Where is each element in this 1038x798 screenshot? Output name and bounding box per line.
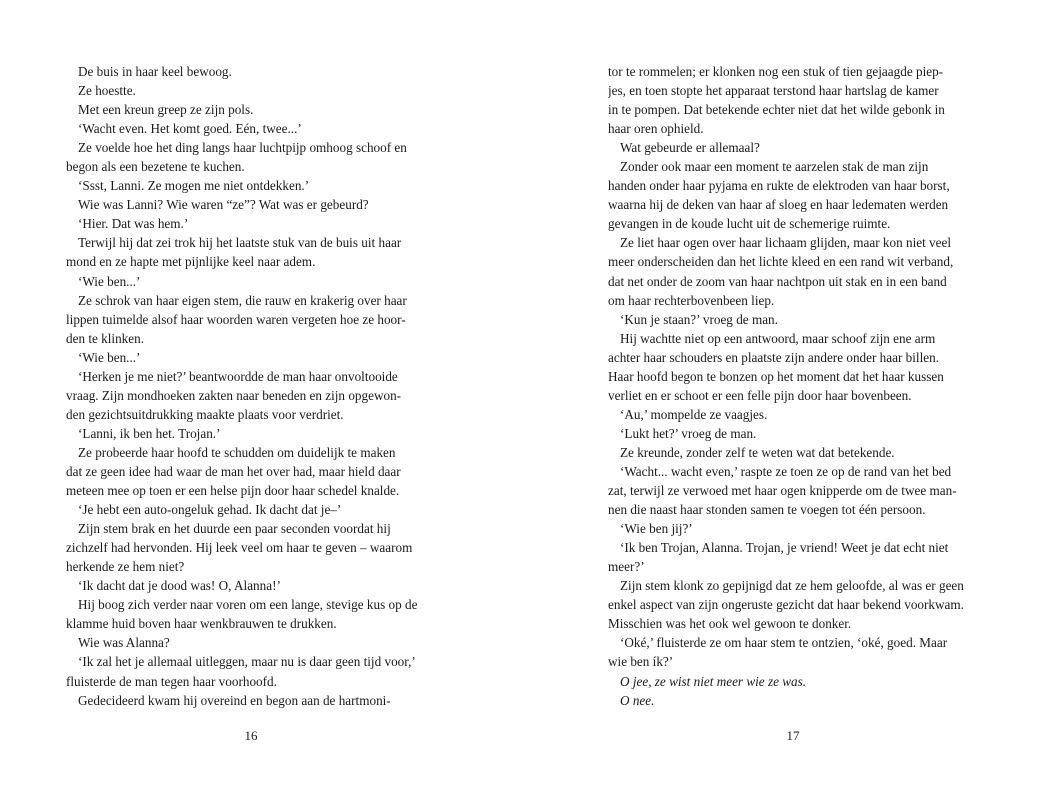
text-line: Hij wachtte niet op een antwoord, maar schoof zijn ene arm xyxy=(620,330,936,346)
text-line: ‘Ik dacht dat je dood was! O, Alanna!’ xyxy=(78,578,281,594)
text-line: enkel aspect van zijn ongeruste gezicht dat haar bekend voorkwam. xyxy=(608,597,964,613)
text-line: ‘Hier. Dat was hem.’ xyxy=(78,216,189,232)
text-line: ‘Je hebt een auto-ongeluk gehad. Ik dacht dat je–’ xyxy=(78,502,342,518)
text-line: zat, terwijl ze verwoed met haar ogen knipperde om de twee man- xyxy=(608,483,957,499)
text-line: ‘Ik zal het je allemaal uitleggen, maar nu is daar geen tijd voor,’ xyxy=(78,654,416,670)
text-line: verliet en er schoot er een felle pijn door haar bovenbeen. xyxy=(608,387,912,403)
text-line: den gezichtsuitdrukking maakte plaats voor verdriet. xyxy=(66,406,344,422)
right-page-text xyxy=(608,62,978,710)
text-line: meer onderscheiden dan het lichte kleed en een rand wit verband, xyxy=(608,254,954,270)
text-line: Ze voelde hoe het ding langs haar luchtpijp omhoog schoof en xyxy=(78,140,407,156)
text-line: Ze hoestte. xyxy=(78,83,136,99)
text-line: nen die naast haar stonden samen te voegen tot één persoon. xyxy=(608,502,926,518)
text-line: Haar hoofd begon te bonzen op het moment dat het haar kussen xyxy=(608,368,944,384)
text-line: ‘Lanni, ik ben het. Trojan.’ xyxy=(78,425,221,441)
text-line: gevangen in de koude lucht uit de schemerige ruimte. xyxy=(608,216,891,232)
text-line: Zijn stem brak en het duurde een paar seconden voordat hij xyxy=(78,521,391,537)
text-line: Wie was Lanni? Wie waren “ze”? Wat was er gebeurd? xyxy=(78,197,369,213)
text-line: ‘Kun je staan?’ vroeg de man. xyxy=(620,311,778,327)
text-line: waarna hij de deken van haar af sloeg en haar ledematen werden xyxy=(608,197,949,213)
text-line: Ze liet haar ogen over haar lichaam glijden, maar kon niet veel xyxy=(620,235,952,251)
text-line: dat net onder de zoom van haar nachtpon uit stak en in een band xyxy=(608,273,947,289)
text-line: haar oren ophield. xyxy=(608,121,704,137)
text-line: klamme huid boven haar wenkbrauwen te drukken. xyxy=(66,616,337,632)
right-page-number: 17 xyxy=(786,728,800,743)
text-line: ‘Wie ben...’ xyxy=(78,273,141,289)
text-line: ‘Oké,’ fluisterde ze om haar stem te ontzien, ‘oké, goed. Maar xyxy=(620,635,948,651)
text-line: Ze kreunde, zonder zelf te weten wat dat betekende. xyxy=(620,444,895,460)
text-line: Ze probeerde haar hoofd te schudden om duidelijk te maken xyxy=(78,444,396,460)
text-line: ‘Lukt het?’ vroeg de man. xyxy=(620,425,757,441)
left-page-number: 16 xyxy=(244,728,258,743)
text-line: Met een kreun greep ze zijn pols. xyxy=(78,102,254,118)
text-line: tor te rommelen; er klonken nog een stuk of tien gejaagde piep- xyxy=(608,64,944,79)
text-line: meteen mee op toen er een helse pijn door haar schedel knalde. xyxy=(66,483,400,499)
text-line: wie ben ík?’ xyxy=(608,654,674,670)
text-line: achter haar schouders en plaatste zijn andere onder haar billen. xyxy=(608,349,939,365)
text-line: Misschien was het ook wel gewoon te donker. xyxy=(608,616,852,632)
text-line: ‘Ik ben Trojan, Alanna. Trojan, je vriend! Weet je dat echt niet xyxy=(620,540,949,556)
text-line: handen onder haar pyjama en rukte de elektroden van haar borst, xyxy=(608,178,950,194)
text-line: Hij boog zich verder naar voren om een lange, stevige kus op de xyxy=(78,597,418,613)
text-line: Zijn stem klonk zo gepijnigd dat ze hem geloofde, al was er geen xyxy=(620,578,964,594)
text-line: Gedecideerd kwam hij overeind en begon aan de hartmoni- xyxy=(78,692,391,708)
text-line: ‘Wacht... wacht even,’ raspte ze toen ze op de rand van het bed xyxy=(620,463,952,479)
text-line: vraag. Zijn mondhoeken zakten naar beneden en zijn opgewon- xyxy=(66,387,402,403)
text-line: begon als een bezetene te kuchen. xyxy=(66,159,245,175)
text-line: dat ze geen idee had waar de man het over had, maar hield daar xyxy=(66,463,401,479)
text-line: lippen tuimelde alsof haar woorden waren vergeten hoe ze hoor- xyxy=(66,311,406,327)
text-line: zichzelf had hervonden. Hij leek veel om haar te geven – waarom xyxy=(66,540,413,556)
text-line: fluisterde de man tegen haar voorhoofd. xyxy=(66,673,277,689)
text-line: De buis in haar keel bewoog. xyxy=(78,64,232,79)
text-line: Terwijl hij dat zei trok hij het laatste stuk van de buis uit haar xyxy=(78,235,402,251)
text-line: Zonder ook maar een moment te aarzelen stak de man zijn xyxy=(620,159,929,175)
text-line: den te klinken. xyxy=(66,330,145,346)
text-line: ‘Wacht even. Het komt goed. Eén, twee...’ xyxy=(78,121,302,137)
text-line: meer?’ xyxy=(608,559,645,575)
text-line: herkende ze hem niet? xyxy=(66,559,185,575)
text-line: ‘Wie ben jij?’ xyxy=(620,521,693,537)
text-line: O nee. xyxy=(620,692,655,708)
text-line: Wat gebeurde er allemaal? xyxy=(620,140,760,156)
text-line: Ze schrok van haar eigen stem, die rauw en krakerig over haar xyxy=(78,292,407,308)
text-line: ‘Au,’ mompelde ze vaagjes. xyxy=(620,406,768,422)
text-line: ‘Wie ben...’ xyxy=(78,349,141,365)
text-line: ‘Ssst, Lanni. Ze mogen me niet ontdekken.’ xyxy=(78,178,310,194)
text-line: om haar rechterbovenbeen liep. xyxy=(608,292,775,308)
left-page-text xyxy=(66,62,436,710)
text-line: jes, en toen stopte het apparaat terstond haar hartslag de kamer xyxy=(608,83,939,99)
text-line: in te pompen. Dat betekende echter niet dat het wilde gebonk in xyxy=(608,102,945,118)
text-line: Wie was Alanna? xyxy=(78,635,170,651)
text-line: ‘Herken je me niet?’ beantwoordde de man haar onvoltooide xyxy=(78,368,398,384)
text-line: O jee, ze wist niet meer wie ze was. xyxy=(620,673,807,689)
text-line: mond en ze hapte met pijnlijke keel naar adem. xyxy=(66,254,316,270)
